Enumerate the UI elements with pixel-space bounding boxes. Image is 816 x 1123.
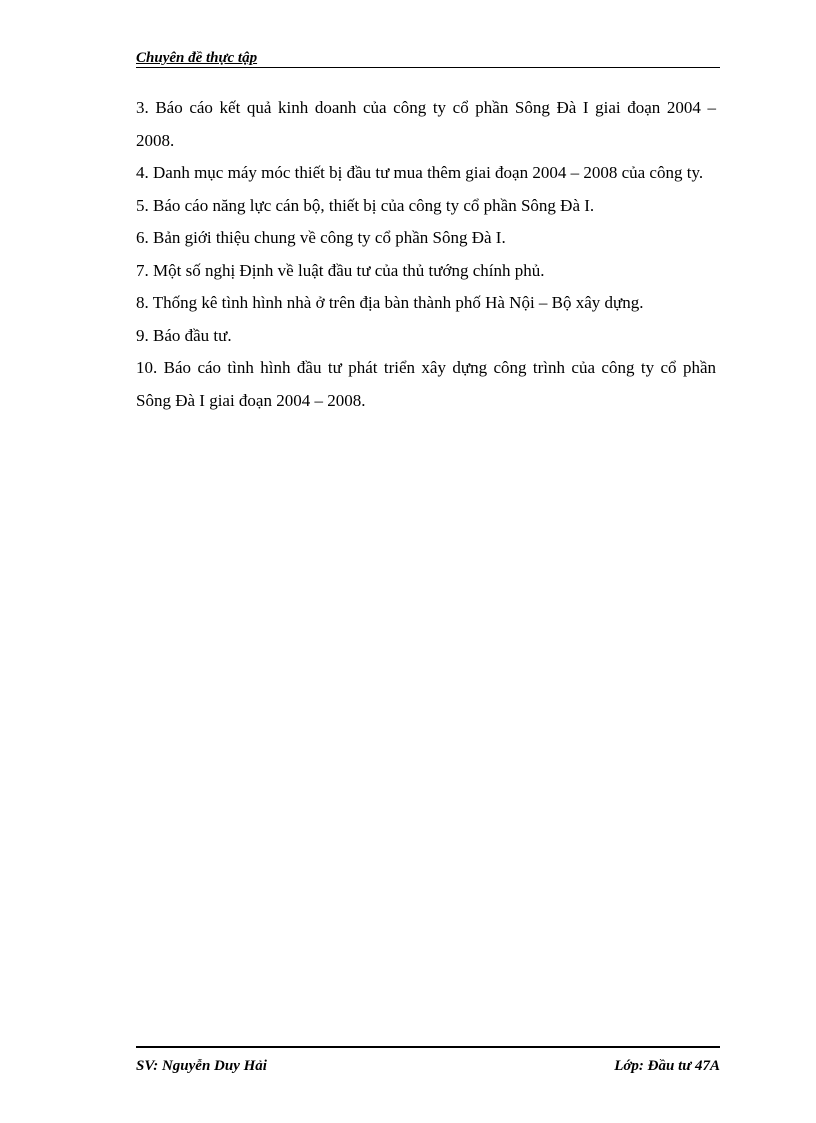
page-header [136,48,720,68]
list-item: 6. Bản giới thiệu chung về công ty cổ phần Sông Đà I. [136,228,506,247]
list-item: 9. Báo đầu tư. [136,325,232,345]
footer-row [136,1048,720,1076]
list-item: 5. Báo cáo năng lực cán bộ, thiết bị của công ty cổ phần Sông Đà I. [136,195,595,215]
list-item: 8. Thống kê tình hình nhà ở trên địa bàn thành phố Hà Nội – Bộ xây dựng. [136,293,644,312]
list-item: 10. Báo cáo tình hình đầu tư phát triển xây dựng công trình của công ty cổ phần Sông Đà I giai đoạn 2004 – 2008. [136,358,716,410]
list-item: 4. Danh mục máy móc thiết bị đầu tư mua thêm giai đoạn 2004 – 2008 của công ty. [136,163,704,182]
list-item: 3. Báo cáo kết quả kinh doanh của công ty cổ phần Sông Đà I giai đoạn 2004 – 2008. [136,98,716,150]
footer-student: SV: Nguyễn Duy Hải [136,1058,267,1074]
footer-class: Lớp: Đầu tư 47A [614,1058,720,1074]
reference-list [136,92,716,417]
list-item: 7. Một số nghị Định về luật đầu tư của thủ tướng chính phủ. [136,260,545,280]
header-title: Chuyên đề thực tập [136,50,258,66]
page-footer [136,1046,720,1076]
